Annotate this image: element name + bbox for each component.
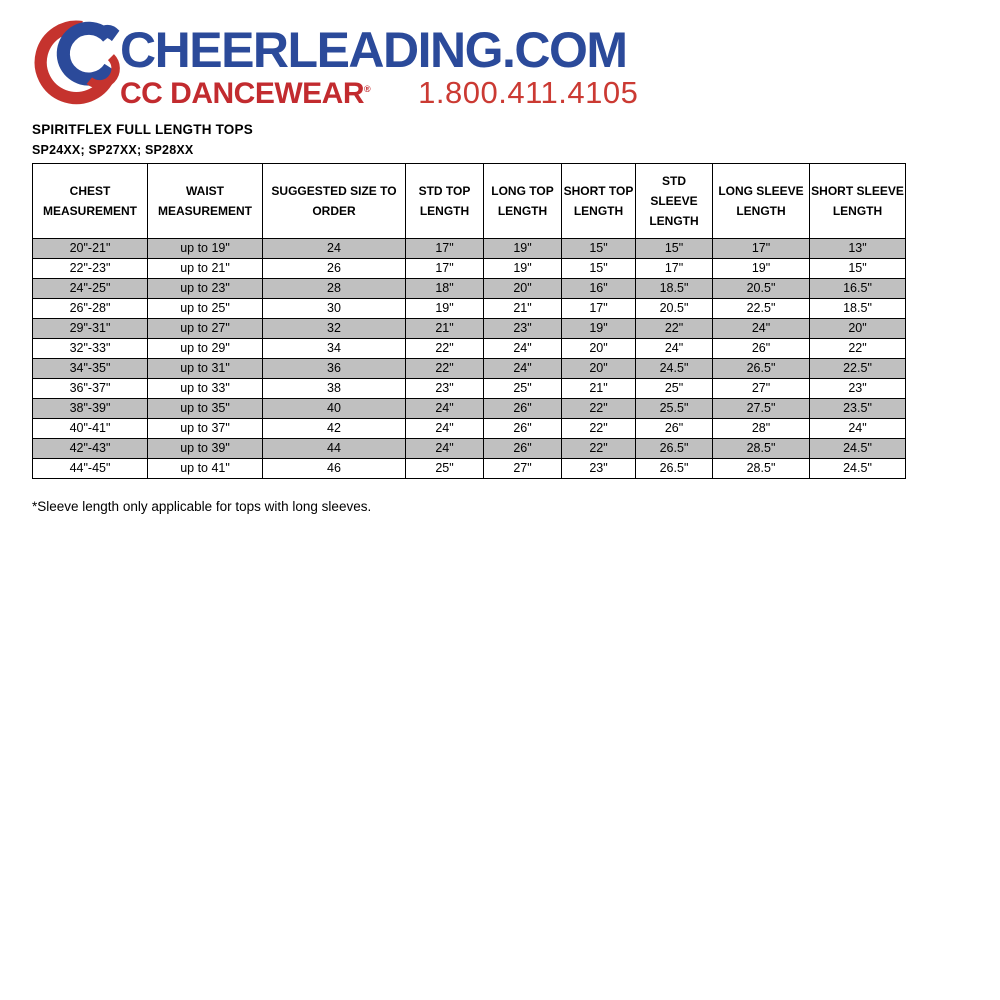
size-cell: 22" [562, 419, 636, 439]
size-cell: 24" [484, 339, 562, 359]
size-cell: 30 [263, 299, 406, 319]
col-header-waist: WAIST MEASUREMENT [148, 164, 263, 239]
size-row [33, 239, 906, 259]
brand-name: CHEERLEADING.COM [120, 22, 627, 78]
size-cell: 20.5" [713, 279, 810, 299]
registered-mark: ® [364, 84, 371, 94]
size-cell: 15" [562, 259, 636, 279]
size-cell: 24" [484, 359, 562, 379]
size-row [33, 399, 906, 419]
size-cell: 20" [562, 359, 636, 379]
size-cell: 27.5" [713, 399, 810, 419]
size-cell: 42 [263, 419, 406, 439]
size-cell: up to 35" [148, 399, 263, 419]
size-cell: 28" [713, 419, 810, 439]
size-row [33, 339, 906, 359]
size-cell: 23" [810, 379, 906, 399]
size-cell: 13" [810, 239, 906, 259]
size-cell: 24.5" [810, 459, 906, 479]
size-cell: up to 27" [148, 319, 263, 339]
size-cell: 25.5" [636, 399, 713, 419]
phone-number: 1.800.411.4105 [418, 75, 639, 110]
size-cell: 26" [713, 339, 810, 359]
size-cell: 18.5" [810, 299, 906, 319]
footnote: *Sleeve length only applicable for tops with long sleeves. [32, 499, 372, 514]
size-cell: 28.5" [713, 439, 810, 459]
size-row [33, 319, 906, 339]
size-cell: 20"-21" [33, 239, 148, 259]
size-cell: 26.5" [713, 359, 810, 379]
size-cell: 17" [562, 299, 636, 319]
size-cell: 25" [484, 379, 562, 399]
sub-brand-text: CC DANCEWEAR [120, 77, 364, 110]
size-cell: 22" [406, 339, 484, 359]
size-cell: 18.5" [636, 279, 713, 299]
size-cell: 24.5" [636, 359, 713, 379]
size-cell: 24"-25" [33, 279, 148, 299]
size-cell: 32"-33" [33, 339, 148, 359]
brand-text-block [120, 12, 638, 109]
size-cell: up to 29" [148, 339, 263, 359]
size-cell: 20" [562, 339, 636, 359]
size-row [33, 439, 906, 459]
size-cell: 16.5" [810, 279, 906, 299]
size-cell: 24" [713, 319, 810, 339]
size-cell: up to 23" [148, 279, 263, 299]
size-cell: 23" [484, 319, 562, 339]
size-cell: 38 [263, 379, 406, 399]
size-cell: 44 [263, 439, 406, 459]
size-cell: 20.5" [636, 299, 713, 319]
size-cell: up to 21" [148, 259, 263, 279]
size-cell: up to 41" [148, 459, 263, 479]
size-row [33, 279, 906, 299]
col-header-short-sleeve: SHORT SLEEVE LENGTH [810, 164, 906, 239]
size-cell: 28.5" [713, 459, 810, 479]
col-header-long-top: LONG TOP LENGTH [484, 164, 562, 239]
size-cell: 22" [406, 359, 484, 379]
size-cell: 24" [810, 419, 906, 439]
size-table [32, 163, 906, 479]
sub-brand-name [120, 79, 370, 109]
size-cell: 26 [263, 259, 406, 279]
size-cell: 19" [406, 299, 484, 319]
size-cell: 22" [562, 399, 636, 419]
col-header-long-sleeve: LONG SLEEVE LENGTH [713, 164, 810, 239]
size-cell: 19" [484, 259, 562, 279]
size-cell: up to 39" [148, 439, 263, 459]
size-cell: 26" [484, 439, 562, 459]
size-cell: 26.5" [636, 439, 713, 459]
size-row [33, 359, 906, 379]
size-row [33, 459, 906, 479]
size-cell: 25" [636, 379, 713, 399]
size-cell: 26" [636, 419, 713, 439]
size-cell: 44"-45" [33, 459, 148, 479]
size-cell: 17" [636, 259, 713, 279]
size-cell: 24" [406, 399, 484, 419]
size-cell: 21" [562, 379, 636, 399]
size-cell: 26"-28" [33, 299, 148, 319]
size-cell: 40 [263, 399, 406, 419]
size-cell: 22" [562, 439, 636, 459]
size-cell: 24" [406, 439, 484, 459]
size-cell: 19" [713, 259, 810, 279]
size-cell: 15" [562, 239, 636, 259]
size-cell: 26" [484, 399, 562, 419]
size-cell: 20" [810, 319, 906, 339]
size-cell: 17" [406, 239, 484, 259]
size-cell: 32 [263, 319, 406, 339]
brand-header [32, 12, 1000, 109]
size-cell: 46 [263, 459, 406, 479]
size-cell: 27" [713, 379, 810, 399]
size-cell: 22" [810, 339, 906, 359]
size-cell: up to 31" [148, 359, 263, 379]
size-cell: up to 33" [148, 379, 263, 399]
size-cell: 20" [484, 279, 562, 299]
size-cell: 21" [406, 319, 484, 339]
size-cell: 17" [406, 259, 484, 279]
size-cell: 36"-37" [33, 379, 148, 399]
size-cell: 27" [484, 459, 562, 479]
size-cell: 23.5" [810, 399, 906, 419]
size-cell: up to 25" [148, 299, 263, 319]
size-cell: up to 37" [148, 419, 263, 439]
size-cell: 16" [562, 279, 636, 299]
size-cell: 22.5" [810, 359, 906, 379]
size-cell: 22.5" [713, 299, 810, 319]
size-cell: up to 19" [148, 239, 263, 259]
size-cell: 26.5" [636, 459, 713, 479]
size-cell: 29"-31" [33, 319, 148, 339]
cc-monogram-logo-icon [32, 12, 126, 106]
size-cell: 22"-23" [33, 259, 148, 279]
size-cell: 24" [406, 419, 484, 439]
col-header-std-sleeve: STD SLEEVE LENGTH [636, 164, 713, 239]
size-cell: 19" [484, 239, 562, 259]
size-cell: 28 [263, 279, 406, 299]
size-cell: 15" [810, 259, 906, 279]
size-cell: 24.5" [810, 439, 906, 459]
size-row [33, 419, 906, 439]
col-header-chest: CHEST MEASUREMENT [33, 164, 148, 239]
size-cell: 34"-35" [33, 359, 148, 379]
size-row [33, 299, 906, 319]
size-cell: 24 [263, 239, 406, 259]
size-row [33, 379, 906, 399]
header-row [33, 164, 906, 239]
size-cell: 42"-43" [33, 439, 148, 459]
size-cell: 23" [406, 379, 484, 399]
size-cell: 34 [263, 339, 406, 359]
size-cell: 17" [713, 239, 810, 259]
size-cell: 21" [484, 299, 562, 319]
col-header-suggested-size: SUGGESTED SIZE TO ORDER [263, 164, 406, 239]
size-cell: 19" [562, 319, 636, 339]
document-title: SPIRITFLEX FULL LENGTH TOPS [32, 122, 253, 137]
size-cell: 24" [636, 339, 713, 359]
size-cell: 25" [406, 459, 484, 479]
col-header-std-top: STD TOP LENGTH [406, 164, 484, 239]
size-cell: 40"-41" [33, 419, 148, 439]
size-row [33, 259, 906, 279]
size-cell: 38"-39" [33, 399, 148, 419]
style-numbers: SP24XX; SP27XX; SP28XX [32, 143, 194, 157]
size-cell: 23" [562, 459, 636, 479]
size-cell: 22" [636, 319, 713, 339]
brand-subline [120, 77, 638, 109]
size-table-body [33, 239, 906, 479]
size-cell: 18" [406, 279, 484, 299]
size-cell: 26" [484, 419, 562, 439]
size-cell: 15" [636, 239, 713, 259]
size-cell: 36 [263, 359, 406, 379]
col-header-short-top: SHORT TOP LENGTH [562, 164, 636, 239]
